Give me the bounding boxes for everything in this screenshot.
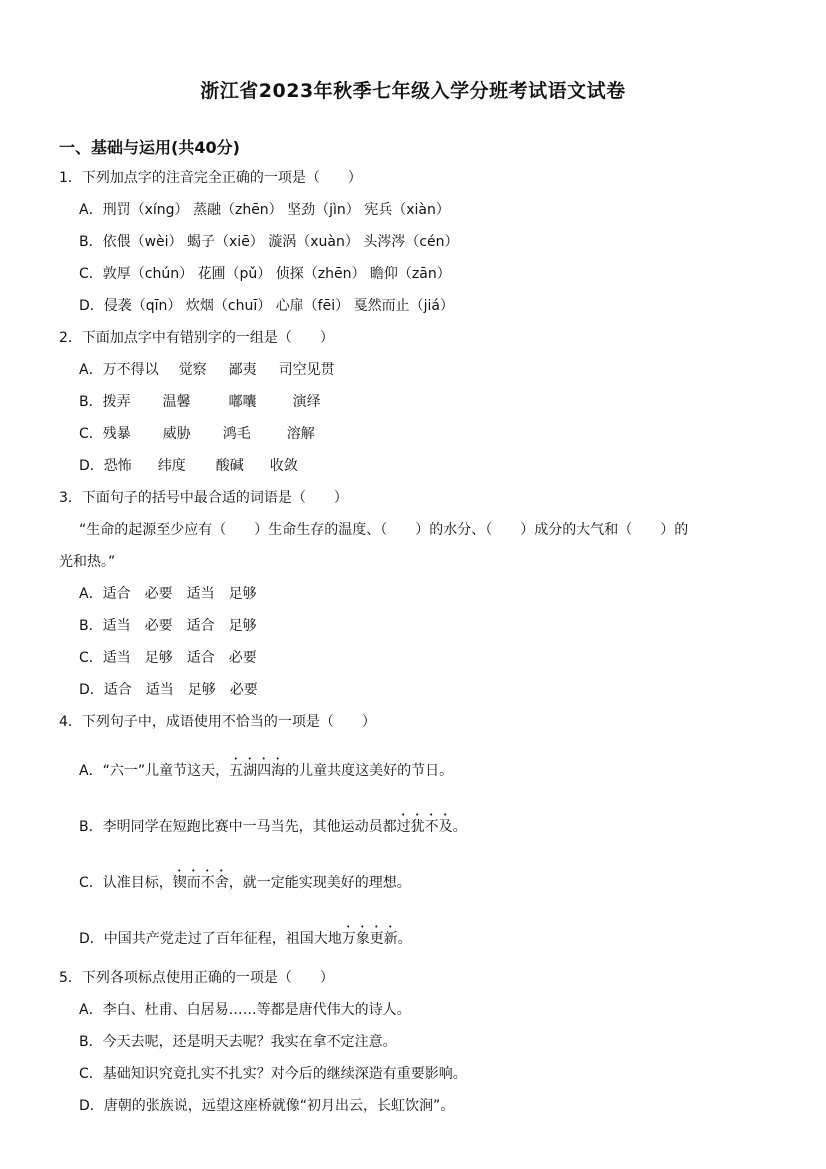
- question-3-option-c: C．适当 足够 适合 必要: [79, 650, 257, 666]
- question-3-option-d: D．适合 适当 足够 必要: [79, 682, 258, 698]
- emphasized-idiom: 锲而不舍: [172, 875, 229, 891]
- question-3-option-b: B．适当 必要 适合 足够: [79, 618, 257, 634]
- emphasized-idiom: 万象更新: [341, 931, 398, 947]
- question-2-option-b: B．拨弄 温馨 嘟囔 演绎: [79, 394, 321, 410]
- question-2-option-d: D．恐怖 纬度 酸碱 收敛: [79, 458, 298, 474]
- question-1-option-a: A．刑罚（xíng） 蒸融（zhēn） 坚劲（jìn） 宪兵（xiàn）: [79, 202, 450, 218]
- question-3-option-a: A．适合 必要 适当 足够: [79, 586, 257, 602]
- question-2-option-a: A．万不得以 觉察 鄙夷 司空见贯: [79, 362, 335, 378]
- question-5-option-d: D．唐朝的张族说，远望这座桥就像“初月出云，长虹饮涧”。: [79, 1098, 455, 1114]
- question-2-option-c: C．残暴 威胁 鸿毛 溶解: [79, 426, 315, 442]
- page-title: 浙江省2023年秋季七年级入学分班考试语文试卷: [200, 80, 626, 102]
- emphasized-idiom: 过犹不及: [396, 819, 453, 835]
- question-2-stem: 2．下面加点字中有错别字的一组是（ ）: [59, 330, 334, 346]
- section-heading: 一、基础与运用(共40分): [59, 138, 240, 157]
- question-3-quote-line-1: “生命的起源至少应有（ ）生命生存的温度、（ ）的水分、（ ）成分的大气和（ ）的: [79, 522, 689, 538]
- question-4-option-b: B．李明同学在短跑比赛中一马当先，其他运动员都过犹不及。: [79, 819, 467, 835]
- question-4-option-c: C．认准目标，锲而不舍，就一定能实现美好的理想。: [79, 875, 411, 891]
- question-3-stem: 3．下面句子的括号中最合适的词语是（ ）: [59, 490, 348, 506]
- emphasized-idiom: 五湖四海: [229, 763, 286, 779]
- question-4-option-d: D．中国共产党走过了百年征程，祖国大地万象更新。: [79, 931, 412, 947]
- question-5-option-a: A．李白、杜甫、白居易……等都是唐代伟大的诗人。: [79, 1002, 411, 1018]
- question-5-option-c: C．基础知识究竟扎实不扎实？对今后的继续深造有重要影响。: [79, 1066, 467, 1082]
- question-1-stem: 1．下列加点字的注音完全正确的一项是（ ）: [59, 170, 362, 186]
- question-1-option-d: D．侵袭（qīn） 炊烟（chuī） 心扉（fēi） 戛然而止（jiá）: [79, 298, 454, 314]
- question-3-quote-line-2: 光和热。”: [59, 554, 116, 570]
- question-1-option-c: C．敦厚（chún） 花圃（pǔ） 侦探（zhēn） 瞻仰（zān）: [79, 266, 451, 282]
- question-1-option-b: B．依偎（wèi） 蝎子（xiē） 漩涡（xuàn） 头涔涔（cén）: [79, 234, 459, 250]
- question-5-stem: 5．下列各项标点使用正确的一项是（ ）: [59, 970, 334, 986]
- question-4-stem: 4．下列句子中，成语使用不恰当的一项是（ ）: [59, 714, 376, 730]
- question-5-option-b: B．今天去呢，还是明天去呢？我实在拿不定注意。: [79, 1034, 397, 1050]
- question-4-option-a: A．“六一”儿童节这天，五湖四海的儿童共度这美好的节日。: [79, 763, 454, 779]
